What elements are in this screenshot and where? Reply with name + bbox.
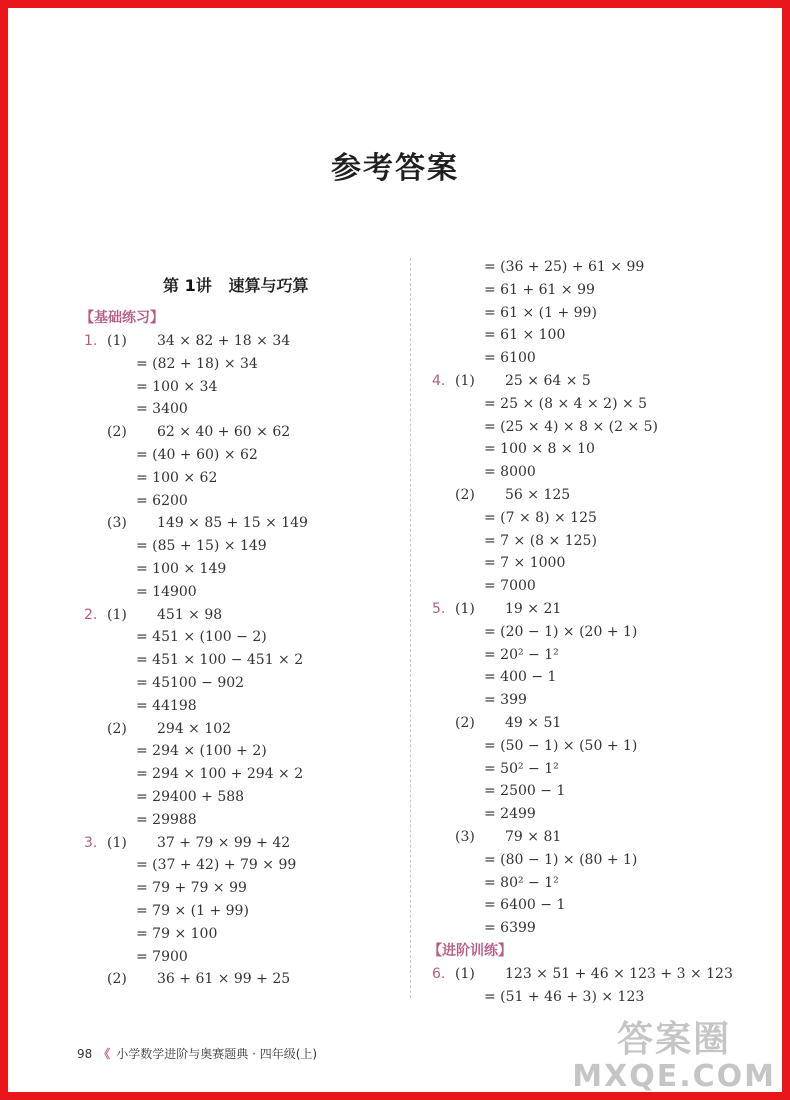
page-title: 参考答案 [331, 151, 459, 186]
sub-question-label: (2) [107, 971, 127, 988]
sub-question-label: (2) [107, 424, 127, 441]
lesson-title [163, 273, 308, 296]
equation-step: = 7900 [136, 948, 188, 965]
equation-step: = 20² − 1² [484, 646, 559, 663]
sub-question-label: (2) [455, 715, 475, 731]
sub-question-label: (2) [107, 720, 127, 737]
watermark-cn: 答案圈 [617, 1019, 732, 1060]
equation-step: = 2499 [484, 806, 536, 823]
equation-step: = 100 × 62 [136, 469, 218, 486]
sub-question-label: (3) [107, 515, 127, 532]
equation-step: = 79 × (1 + 99) [136, 903, 249, 919]
question-number [84, 332, 97, 350]
lesson-prefix: 第 [163, 276, 180, 295]
equation-step: = 400 − 1 [484, 669, 557, 686]
question-number-text: 6. [432, 965, 446, 982]
equation-step: = 79 × 100 [136, 925, 218, 942]
sub-question-label: (1) [455, 373, 475, 389]
problem-expression: 36 + 61 × 99 + 25 [157, 971, 291, 988]
problem-expression: 123 × 51 + 46 × 123 + 3 × 123 [505, 965, 733, 982]
equation-step: = 6400 − 1 [484, 897, 566, 914]
equation-step: = 3400 [136, 401, 188, 418]
section-advanced: 【进阶训练】 [428, 943, 512, 959]
problem-expression: 62 × 40 + 60 × 62 [157, 424, 291, 441]
question-number-text: 4. [432, 373, 446, 389]
equation-step: = 100 × 8 × 10 [484, 441, 595, 458]
equation-step: = (25 × 4) × 8 × (2 × 5) [484, 418, 658, 435]
equation-step: = (40 + 60) × 62 [136, 447, 258, 463]
equation-step: = (36 + 25) + 61 × 99 [484, 259, 645, 275]
sub-question-label: (1) [107, 333, 127, 349]
equation-step: = 45100 − 902 [136, 675, 245, 691]
equation-step: = 61 × (1 + 99) [484, 304, 597, 321]
question-number [84, 606, 97, 624]
sub-question-label: (1) [455, 601, 475, 617]
equation-step: = (37 + 42) + 79 × 99 [136, 857, 297, 874]
sub-question-label: (3) [455, 829, 475, 845]
page-footer [77, 1045, 317, 1062]
equation-step: = 7 × (8 × 125) [484, 532, 597, 549]
equation-step: = 294 × 100 + 294 × 2 [136, 766, 304, 783]
equation-step: = 7000 [484, 578, 536, 595]
problem-expression: 294 × 102 [157, 720, 232, 737]
question-number [84, 834, 97, 852]
problem-expression: 19 × 21 [505, 601, 562, 617]
sub-question-label: (2) [455, 487, 475, 503]
equation-step: = (82 + 18) × 34 [136, 355, 258, 372]
question-number [432, 600, 445, 618]
equation-step: = 29988 [136, 811, 197, 828]
problem-expression: 25 × 64 × 5 [505, 373, 591, 389]
problem-expression: 56 × 125 [505, 487, 571, 503]
chevron-left-icon: 《 [98, 1047, 111, 1061]
section-basic: 【基础练习】 [80, 310, 164, 326]
problem-expression: 37 + 79 × 99 + 42 [157, 834, 291, 851]
equation-step: = 451 × (100 − 2) [136, 629, 267, 646]
equation-step: = (50 − 1) × (50 + 1) [484, 737, 638, 754]
equation-step: = 6399 [484, 920, 536, 937]
equation-step: = 7 × 1000 [484, 555, 566, 572]
equation-step: = 50² − 1² [484, 760, 559, 777]
lesson-number: 1 [184, 276, 196, 295]
question-number [432, 372, 445, 390]
equation-step: = (51 + 46 + 3) × 123 [484, 988, 645, 1005]
equation-step: = 61 × 100 [484, 327, 566, 344]
equation-step: = (7 × 8) × 125 [484, 509, 597, 526]
column-divider [410, 258, 411, 998]
problem-expression: 49 × 51 [505, 715, 562, 731]
equation-step: = 44198 [136, 697, 197, 714]
equation-step: = 14900 [136, 583, 197, 600]
problem-expression: 79 × 81 [505, 829, 562, 845]
equation-step: = 61 + 61 × 99 [484, 281, 595, 298]
lesson-name: 速算与巧算 [228, 276, 309, 295]
problem-expression: 451 × 98 [157, 606, 223, 623]
question-number-text: 2. [84, 606, 98, 623]
question-number-text: 3. [84, 834, 98, 851]
problem-expression: 34 × 82 + 18 × 34 [157, 333, 291, 349]
equation-step: = 100 × 34 [136, 378, 218, 395]
sub-question-label: (1) [107, 606, 127, 623]
equation-step: = 294 × (100 + 2) [136, 743, 267, 760]
equation-step: = 100 × 149 [136, 561, 227, 577]
equation-step: = (80 − 1) × (80 + 1) [484, 851, 638, 868]
sub-question-label: (1) [107, 834, 127, 851]
equation-step: = 6100 [484, 350, 536, 367]
problem-expression: 149 × 85 + 15 × 149 [157, 515, 308, 532]
equation-step: = 2500 − 1 [484, 783, 566, 800]
page-number: 98 [77, 1047, 93, 1061]
equation-step: = (85 + 15) × 149 [136, 538, 267, 555]
sub-question-label: (1) [455, 965, 475, 982]
lesson-suffix: 讲 [195, 276, 212, 295]
equation-step: = 6200 [136, 492, 188, 509]
equation-step: = 8000 [484, 464, 536, 481]
watermark-en: MXQE.COM [572, 1059, 776, 1094]
book-title: 小学数学进阶与奥赛题典 · 四年级(上) [116, 1047, 318, 1061]
question-number-text: 1. [84, 333, 98, 349]
watermark [572, 1011, 776, 1092]
question-number-text: 5. [432, 601, 446, 617]
equation-step: = 25 × (8 × 4 × 2) × 5 [484, 395, 648, 412]
equation-step: = (20 − 1) × (20 + 1) [484, 623, 638, 640]
equation-step: = 29400 + 588 [136, 789, 245, 805]
equation-step: = 451 × 100 − 451 × 2 [136, 652, 304, 669]
equation-step: = 399 [484, 692, 527, 709]
equation-step: = 80² − 1² [484, 874, 559, 891]
equation-step: = 79 + 79 × 99 [136, 880, 247, 897]
question-number [432, 965, 445, 983]
